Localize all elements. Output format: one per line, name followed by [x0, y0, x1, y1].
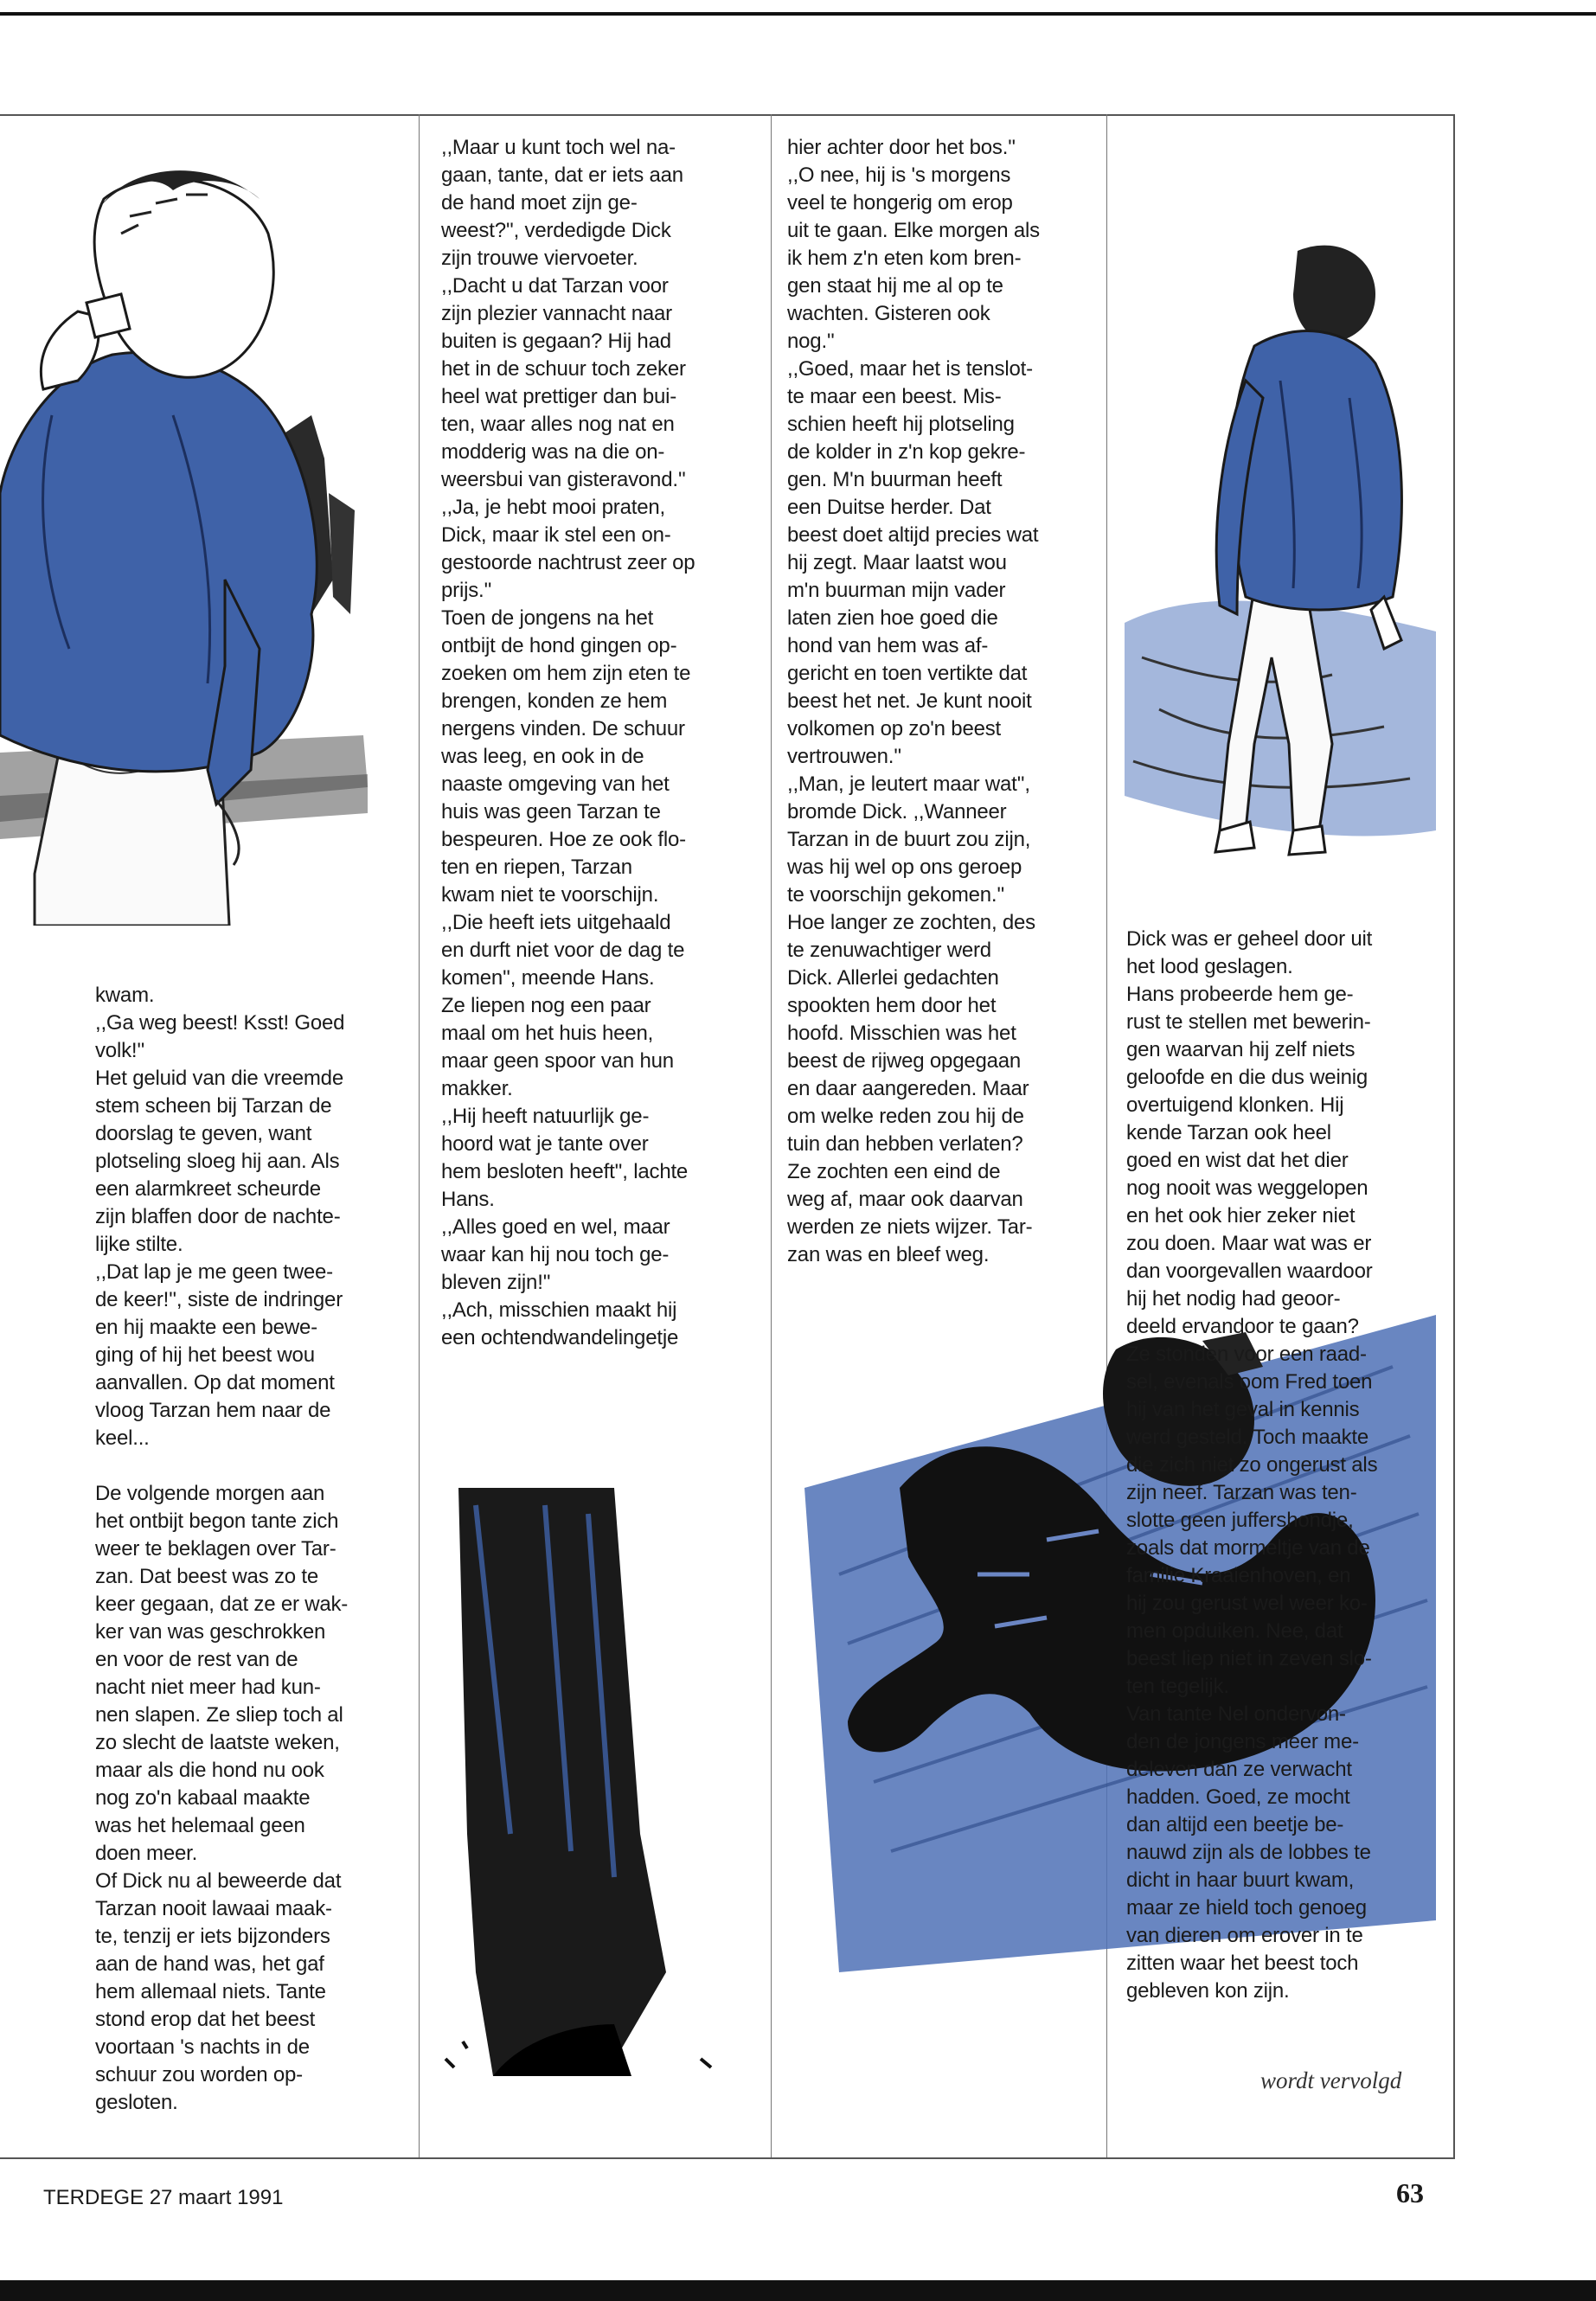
text-line: m'n buurman mijn vader: [787, 579, 1006, 602]
text-line: nergens vinden. De schuur: [441, 717, 685, 740]
text-line: Het geluid van die vreemde: [95, 1067, 343, 1090]
text-line: kwam.: [95, 984, 155, 1007]
text-line: zan. Dat beest was zo te: [95, 1565, 319, 1588]
text-line: nen slapen. Ze sliep toch al: [95, 1703, 343, 1727]
text-line: volk!'': [95, 1039, 145, 1062]
text-line: hij van het geval in kennis: [1126, 1398, 1360, 1421]
text-line: gen waarvan hij zelf niets: [1126, 1038, 1356, 1061]
text-line: weer te beklagen over Tar-: [95, 1537, 337, 1561]
text-line: en daar aangereden. Maar: [787, 1077, 1029, 1100]
continued-note: wordt vervolgd: [1260, 2067, 1402, 2093]
text-line: ,,Alles goed en wel, maar: [441, 1215, 670, 1239]
text-line: weersbui van gisteravond.'': [441, 468, 686, 491]
text-line: volkomen op zo'n beest: [787, 717, 1002, 740]
text-line: rust te stellen met bewerin-: [1126, 1010, 1371, 1034]
text-line: deeld ervandoor te gaan?: [1126, 1315, 1359, 1338]
text-line: te zenuwachtiger werd: [787, 939, 991, 962]
text-line: te maar een beest. Mis-: [787, 385, 1002, 408]
text-line: Hoe langer ze zochten, des: [787, 911, 1035, 934]
page-number: 63: [1396, 2177, 1424, 2208]
text-line: brengen, konden ze hem: [441, 689, 668, 713]
text-column-2: [441, 134, 695, 1352]
text-line: gen staat hij me al op te: [787, 274, 1003, 298]
text-line: Dick, maar ik stel een on-: [441, 523, 671, 547]
text-line: was hij wel op ons geroep: [787, 856, 1022, 879]
text-line: maar als die hond nu ook: [95, 1759, 324, 1782]
column-divider-1: [419, 114, 420, 2157]
text-line: Van tante Nel ondervon-: [1126, 1702, 1346, 1726]
text-line: hem besloten heeft'', lachte: [441, 1160, 689, 1183]
text-line: Ze zochten een eind de: [787, 1160, 1001, 1183]
text-line: stem scheen bij Tarzan de: [95, 1094, 332, 1118]
text-line: bromde Dick. ,,Wanneer: [787, 800, 1007, 824]
text-line: die zich niet zo ongerust als: [1126, 1453, 1378, 1477]
text-line: modderig was na die on-: [441, 440, 665, 464]
text-line: Tarzan nooit lawaai maak-: [95, 1897, 332, 1920]
text-line: hem allemaal niets. Tante: [95, 1980, 326, 2003]
text-line: en het ook hier zeker niet: [1126, 1204, 1356, 1227]
text-line: een alarmkreet scheurde: [95, 1177, 321, 1201]
text-line: maar ze hield toch genoeg: [1126, 1896, 1367, 1920]
text-line: en hij maakte een bewe-: [95, 1316, 317, 1339]
text-line: kende Tarzan ook heel: [1126, 1121, 1331, 1144]
text-line: gebleven kon zijn.: [1126, 1979, 1290, 2003]
text-line: wachten. Gisteren ook: [787, 302, 990, 325]
text-line: [95, 1452, 348, 1480]
text-line: Ze stonden voor een raad-: [1126, 1343, 1367, 1366]
text-line: gen. M'n buurman heeft: [787, 468, 1003, 491]
text-line: dicht in haar buurt kwam,: [1126, 1868, 1355, 1892]
text-line: ,,Man, je leutert maar wat'',: [787, 772, 1030, 796]
text-line: prijs.'': [441, 579, 492, 602]
text-line: bleven zijn!'': [441, 1271, 551, 1294]
text-line: slotte geen juffershondje,: [1126, 1509, 1354, 1532]
text-line: naaste omgeving van het: [441, 772, 670, 796]
text-line: buiten is gegaan? Hij had: [441, 330, 671, 353]
text-line: ,,Goed, maar het is tenslot-: [787, 357, 1033, 381]
text-line: ,,Maar u kunt toch wel na-: [441, 136, 676, 159]
text-line: vertrouwen.'': [787, 745, 901, 768]
text-line: werden ze niets wijzer. Tar-: [787, 1215, 1033, 1239]
text-line: het lood geslagen.: [1126, 955, 1293, 978]
text-line: nog zo'n kabaal maakte: [95, 1786, 311, 1810]
text-line: beest liep niet in zeven slo-: [1126, 1647, 1372, 1670]
text-line: zijn neef. Tarzan was ten-: [1126, 1481, 1357, 1504]
text-line: nacht niet meer had kun-: [95, 1676, 321, 1699]
top-rule: [0, 12, 1596, 16]
text-line: gesloten.: [95, 2091, 178, 2114]
illustration-boy-calling: [0, 130, 368, 926]
text-line: familie Kraaienhoven, en: [1126, 1564, 1351, 1587]
text-line: hier achter door het bos.'': [787, 136, 1016, 159]
text-line: Hans.: [441, 1188, 495, 1211]
text-line: weest?'', verdedigde Dick: [441, 219, 671, 242]
text-column-4: [1126, 926, 1377, 2005]
text-line: was leeg, en ook in de: [441, 745, 644, 768]
text-line: ten, waar alles nog nat en: [441, 413, 675, 436]
bottom-rule: [0, 2280, 1596, 2301]
text-line: Dick was er geheel door uit: [1126, 927, 1373, 951]
text-line: spookten hem door het: [787, 994, 997, 1017]
text-line: zou doen. Maar wat was er: [1126, 1232, 1372, 1255]
text-line: ,,Ga weg beest! Ksst! Goed: [95, 1011, 345, 1035]
text-line: den de jongens meer me-: [1126, 1730, 1359, 1753]
text-line: sel, evenals oom Fred toen: [1126, 1370, 1373, 1394]
text-line: werd gesteld. Toch maakte: [1126, 1426, 1369, 1449]
text-line: tuin dan hebben verlaten?: [787, 1132, 1023, 1156]
text-line: ,,Dat lap je me geen twee-: [95, 1260, 333, 1284]
text-line: en durft niet voor de dag te: [441, 939, 685, 962]
text-line: uit te gaan. Elke morgen als: [787, 219, 1040, 242]
text-line: ,,Die heeft iets uitgehaald: [441, 911, 671, 934]
text-line: makker.: [441, 1077, 513, 1100]
text-line: om welke reden zou hij de: [787, 1105, 1024, 1128]
text-line: te voorschijn gekomen.'': [787, 883, 1005, 907]
text-line: zijn blaffen door de nachte-: [95, 1205, 341, 1228]
text-line: ten en riepen, Tarzan: [441, 856, 632, 879]
text-line: gaan, tante, dat er iets aan: [441, 163, 683, 187]
text-line: zijn plezier vannacht naar: [441, 302, 672, 325]
text-line: Ze liepen nog een paar: [441, 994, 651, 1017]
text-line: aanvallen. Op dat moment: [95, 1371, 335, 1394]
text-line: zoals dat mormeltje van de: [1126, 1536, 1370, 1560]
text-line: hij zegt. Maar laatst wou: [787, 551, 1007, 574]
text-line: de kolder in z'n kop gekre-: [787, 440, 1026, 464]
text-line: kwam niet te voorschijn.: [441, 883, 659, 907]
text-line: de hand moet zijn ge-: [441, 191, 638, 215]
text-line: de keer!'', siste de indringer: [95, 1288, 343, 1311]
text-line: vloog Tarzan hem naar de: [95, 1399, 331, 1422]
text-line: bespeuren. Hoe ze ook flo-: [441, 828, 686, 851]
text-line: maar geen spoor van hun: [441, 1049, 674, 1073]
text-line: beest de rijweg opgegaan: [787, 1049, 1022, 1073]
text-line: hoofd. Misschien was het: [787, 1022, 1016, 1045]
text-line: deleven dan ze verwacht: [1126, 1758, 1352, 1781]
text-line: ik hem z'n eten kom bren-: [787, 247, 1022, 270]
text-line: ,,Hij heeft natuurlijk ge-: [441, 1105, 650, 1128]
text-line: doorslag te geven, want: [95, 1122, 312, 1145]
text-line: Of Dick nu al beweerde dat: [95, 1869, 342, 1893]
text-line: goed en wist dat het dier: [1126, 1149, 1349, 1172]
text-line: hij het nodig had geoor-: [1126, 1287, 1341, 1311]
text-line: overtuigend klonken. Hij: [1126, 1093, 1344, 1117]
text-line: gestoorde nachtrust zeer op: [441, 551, 695, 574]
text-line: het in de schuur toch zeker: [441, 357, 686, 381]
text-line: men opduiken. Nee, dat: [1126, 1619, 1343, 1643]
text-line: hond van hem was af-: [787, 634, 989, 657]
text-line: een ochtendwandelingetje: [441, 1326, 679, 1349]
text-line: ging of hij het beest wou: [95, 1343, 315, 1367]
text-line: laten zien hoe goed die: [787, 606, 998, 630]
text-line: hoord wat je tante over: [441, 1132, 649, 1156]
text-line: gericht en toen vertikte dat: [787, 662, 1028, 685]
text-line: Toen de jongens na het: [441, 606, 654, 630]
text-line: plotseling sloeg hij aan. Als: [95, 1150, 340, 1173]
publication-name: TERDEGE: [43, 2186, 144, 2209]
text-line: schien heeft hij plotseling: [787, 413, 1015, 436]
text-line: beest het net. Je kunt nooit: [787, 689, 1032, 713]
text-line: De volgende morgen aan: [95, 1482, 325, 1505]
text-line: ,,Ach, misschien maakt hij: [441, 1298, 677, 1322]
text-line: maal om het huis heen,: [441, 1022, 654, 1045]
text-line: ,,Dacht u dat Tarzan voor: [441, 274, 669, 298]
text-line: ontbijt de hond gingen op-: [441, 634, 677, 657]
text-line: doen meer.: [95, 1842, 198, 1865]
text-line: huis was geen Tarzan te: [441, 800, 661, 824]
text-line: waar kan hij nou toch ge-: [441, 1243, 670, 1266]
text-line: een Duitse herder. Dat: [787, 496, 991, 519]
text-line: ker van was geschrokken: [95, 1620, 326, 1644]
text-line: dan voorgevallen waardoor: [1126, 1259, 1373, 1283]
text-line: zan was en bleef weg.: [787, 1243, 990, 1266]
text-line: weg af, maar ook daarvan: [787, 1188, 1023, 1211]
text-line: te, tenzij er iets bijzonders: [95, 1925, 330, 1948]
text-line: komen'', meende Hans.: [441, 966, 655, 990]
text-line: het ontbijt begon tante zich: [95, 1509, 339, 1533]
text-line: beest doet altijd precies wat: [787, 523, 1039, 547]
text-line: Hans probeerde hem ge-: [1126, 983, 1354, 1006]
text-line: zoeken om hem zijn eten te: [441, 662, 691, 685]
text-line: en voor de rest van de: [95, 1648, 298, 1671]
text-line: dan altijd een beetje be-: [1126, 1813, 1344, 1836]
text-column-3: [787, 134, 1040, 1269]
text-line: hij zou gerust wel weer ko-: [1126, 1592, 1368, 1615]
text-line: stond erop dat het beest: [95, 2008, 316, 2031]
text-line: voortaan 's nachts in de: [95, 2035, 310, 2059]
text-line: nog nooit was weggelopen: [1126, 1176, 1368, 1200]
text-line: aan de hand was, het gaf: [95, 1952, 324, 1976]
text-line: nog.'': [787, 330, 835, 353]
text-line: schuur zou worden op-: [95, 2063, 303, 2086]
issue-date: 27 maart 1991: [149, 2186, 284, 2209]
text-line: ,,Ja, je hebt mooi praten,: [441, 496, 665, 519]
text-line: van dieren om erover in te: [1126, 1924, 1363, 1947]
text-line: zijn trouwe viervoeter.: [441, 247, 638, 270]
text-line: Dick. Allerlei gedachten: [787, 966, 999, 990]
text-line: zo slecht de laatste weken,: [95, 1731, 340, 1754]
text-line: was het helemaal geen: [95, 1814, 305, 1837]
text-line: keel...: [95, 1426, 150, 1450]
illustration-boy-walking: [1125, 225, 1436, 900]
text-line: keer gegaan, dat ze er wak-: [95, 1593, 349, 1616]
text-line: zitten waar het beest toch: [1126, 1952, 1359, 1975]
text-line: heel wat prettiger dan bui-: [441, 385, 677, 408]
text-line: hadden. Goed, ze mocht: [1126, 1785, 1350, 1809]
text-line: lijke stilte.: [95, 1233, 183, 1256]
text-line: nauwd zijn als de lobbes te: [1126, 1841, 1371, 1864]
text-line: ,,O nee, hij is 's morgens: [787, 163, 1011, 187]
text-line: veel te hongerig om erop: [787, 191, 1013, 215]
text-line: Tarzan in de buurt zou zijn,: [787, 828, 1031, 851]
text-line: ten tegelijk.: [1126, 1675, 1229, 1698]
text-line: geloofde en die dus weinig: [1126, 1066, 1368, 1089]
text-column-1: [95, 982, 348, 2117]
footer-publication: [43, 2186, 283, 2210]
